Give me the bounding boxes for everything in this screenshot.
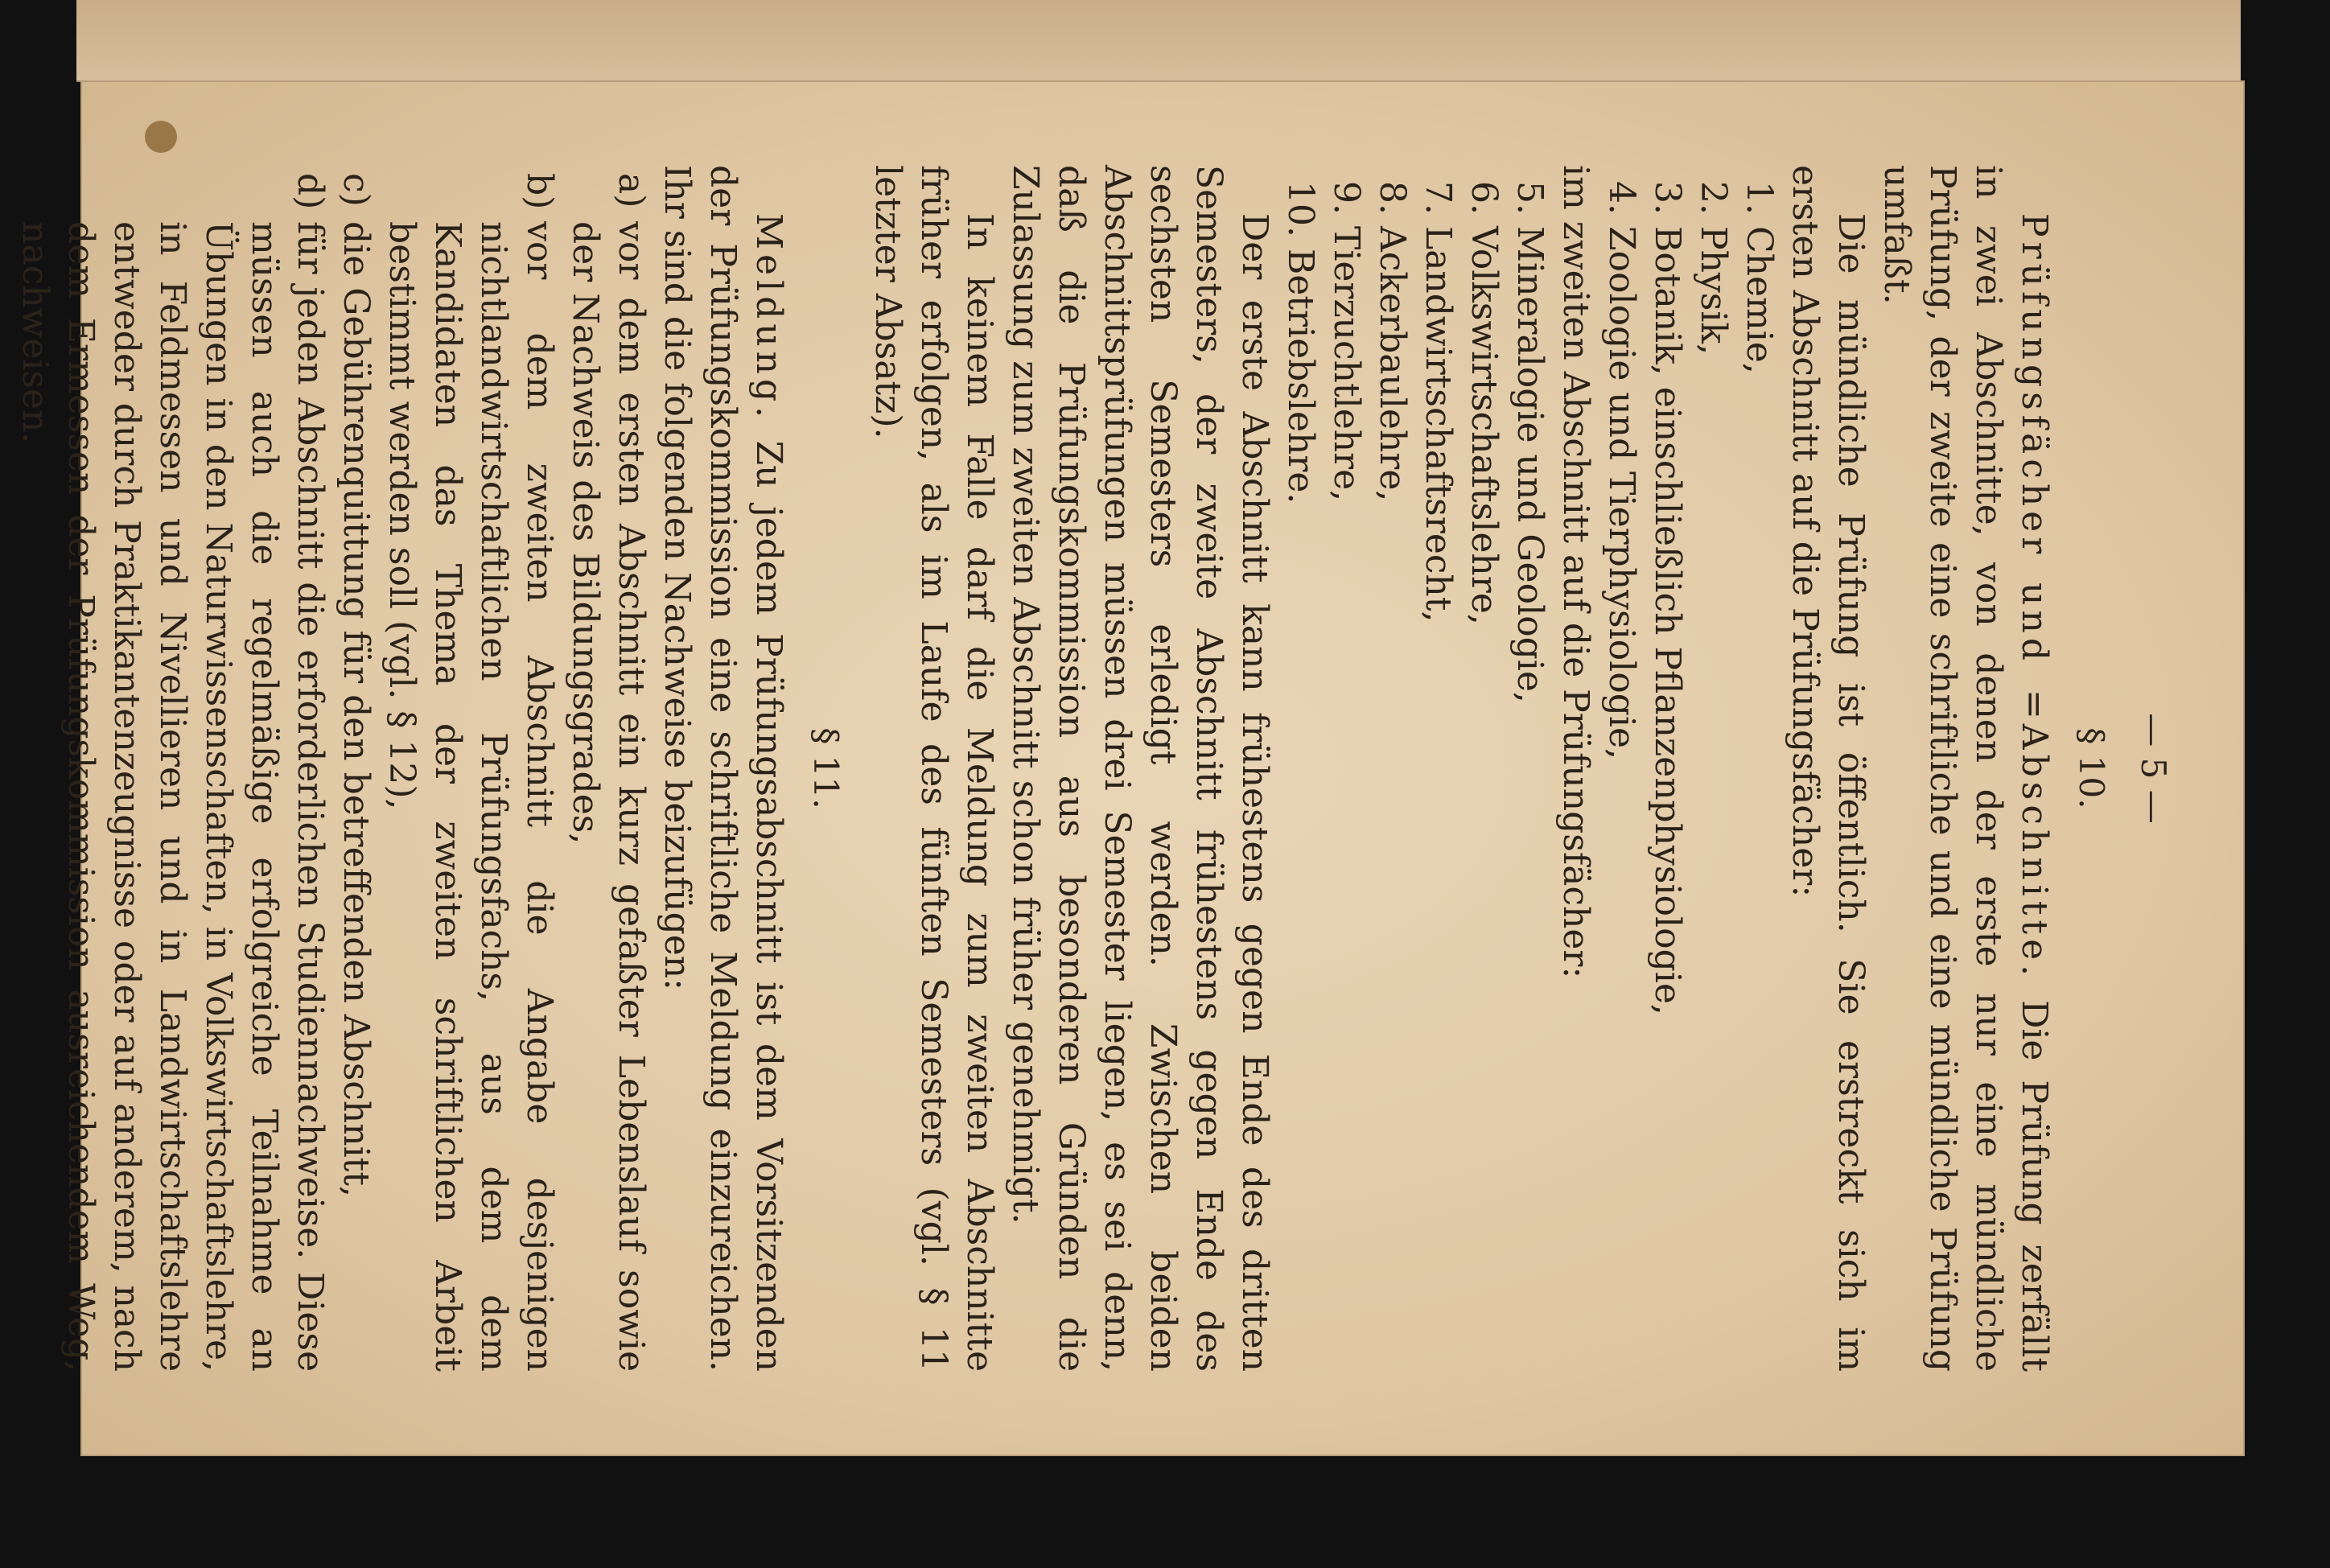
- book-page: [14, 80, 2245, 1456]
- list-item: 5. Mineralogie und Geologie,: [1509, 181, 1550, 703]
- paper-stain: [145, 121, 177, 153]
- subject-list-first: [1599, 165, 1782, 1372]
- list-item: 4. Zoologie und Tierphysiologie,: [1601, 181, 1642, 759]
- section-10-lead: Prüfungsfächer und =Abschnitte.: [2014, 213, 2055, 982]
- list-item: 6. Volkswirtschaftslehre,: [1463, 181, 1505, 625]
- previous-page-edge: [76, 0, 2241, 82]
- list-item: 9. Tierzuchtlehre,: [1326, 181, 1367, 502]
- section-10-intro-text: Die Prüfung zerfällt in zwei Abschnitte, von denen der erste nur eine mündliche Prüfung, der zweite eine schriftliche und eine mündliche Prüfung umfaßt.: [1876, 165, 2055, 1372]
- registration-limit-paragraph: In keinem Falle darf die Meldung zum zweiten Abschnitte früher erfolgen, als im Laufe des fünften Semesters (vgl. § 11 letzter Absatz).: [867, 165, 1000, 1372]
- requirement-item: [562, 165, 654, 1372]
- item-text: vor dem ersten Abschnitt ein kurz gefaßter Lebenslauf sowie der Nachweis des Bildungsgrades,: [565, 221, 652, 1372]
- section-10-intro: [1874, 165, 2057, 1372]
- item-text: vor dem zweiten Abschnitt die Angabe desjenigen nichtlandwirtschaftlichen Prüfungsfachs, aus dem dem Kandidaten das Thema der zweiten schriftlichen Arbeit bestimmt werden soll (vgl. § 12),: [381, 221, 560, 1372]
- list-item: 3. Botanik, einschließlich Pflanzenphysiologie,: [1647, 181, 1688, 1015]
- section-11-lead: Meldung.: [748, 213, 789, 423]
- item-label: a): [611, 173, 652, 208]
- requirement-item: [333, 165, 379, 1372]
- list-item: 8. Ackerbaulehre,: [1372, 181, 1413, 502]
- requirement-item: [379, 165, 562, 1372]
- section-heading-10: § 10.: [2072, 727, 2111, 809]
- list-item: 2. Physik,: [1693, 181, 1734, 356]
- page-number: — 5 —: [2134, 713, 2173, 824]
- section-11-intro: [654, 165, 792, 1372]
- item-label: b): [519, 173, 560, 210]
- list-item: 10. Betriebslehre.: [1280, 181, 1321, 504]
- requirement-item: [12, 165, 333, 1372]
- item-label: d): [290, 173, 331, 210]
- list-item: 7. Landwirtschaftsrecht,: [1418, 181, 1459, 623]
- section-heading-11: § 11.: [806, 727, 846, 809]
- page-text: [14, 165, 2176, 1372]
- list-item: 1. Chemie,: [1739, 181, 1780, 374]
- section-11-intro-text: Zu jedem Prüfungsabschnitt ist dem Vorsitzenden der Prüfungskommission eine schriftliche Meldung einzureichen. Ihr sind die folgenden Nachweise beizufügen:: [657, 165, 789, 1372]
- item-text: die Gebührenquittung für den betreffenden Abschnitt,: [336, 221, 377, 1198]
- item-label: c): [336, 173, 377, 207]
- subject-list-second: [1278, 165, 1553, 1372]
- oral-exam-paragraph: Die mündliche Prüfung ist öffentlich. Sie erstreckt sich im ersten Abschnitt auf die Prüfungsfächer:: [1785, 165, 1871, 1372]
- second-section-intro: im zweiten Abschnitt auf die Prüfungsfächer:: [1555, 165, 1596, 979]
- item-text: für jeden Abschnitt die erforderlichen Studiennachweise. Diese müssen auch die regelmäßige erfolgreiche Teilnahme an Übungen in den Naturwissenschaften, in Volkswirtschaftslehre, in Feldmessen und Nivellieren und in Landwirtschaftslehre entweder durch Praktikantenzeugnisse oder auf anderem, nach dem Ermessen der Prüfungskommission ausreichendem Weg, nachweisen.: [14, 221, 331, 1372]
- timing-paragraph: Der erste Abschnitt kann frühestens gegen Ende des dritten Semesters, der zweite Abschnitt frühestens gegen Ende des sechsten Semesters erledigt werden. Zwischen beiden Abschnittsprüfungen müssen drei Semester liegen, es sei denn, daß die Prüfungskommission aus besonderen Gründen die Zulassung zum zweiten Abschnitt schon früher genehmigt.: [1005, 165, 1275, 1372]
